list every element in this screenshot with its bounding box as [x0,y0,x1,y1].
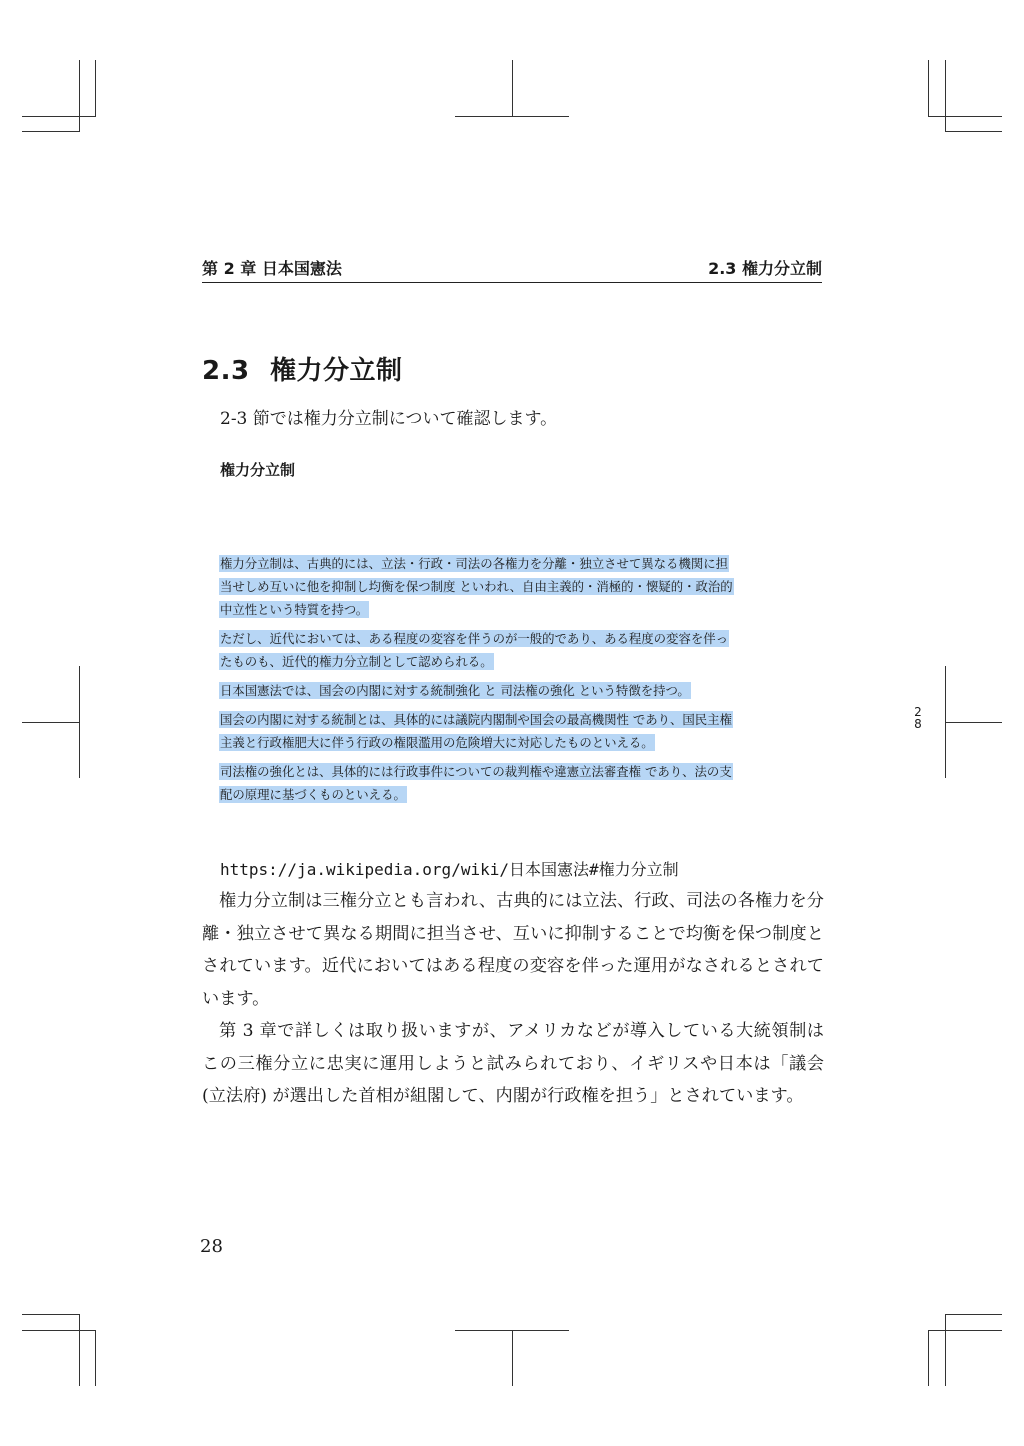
section-number: 2.3 [202,356,250,386]
body-paragraph: 権力分立制は三権分立とも言われ、古典的には立法、行政、司法の各権力を分離・独立させて異なる期間に担当させ、互いに抑制することで均衡を保つ制度とされています。近代においてはある程度の変容を伴った運用がなされるとされています。 [202,891,824,1009]
crop-mark [95,60,96,117]
crop-mark [95,1330,96,1386]
crop-mark [945,131,1002,132]
crop-mark [945,1314,1002,1315]
crop-mark [928,116,1002,117]
crop-mark [512,60,513,117]
crop-mark [945,722,1002,723]
body-paragraph: 第 3 章で詳しくは取り扱いますが、アメリカなどが導入している大統領制はこの三権分立に忠実に運用しようと試みられており、イギリスや日本は「議会 (立法府) が選出した首相が組閣して、内閣が行政権を担う」とされています。 [202,1021,824,1106]
section-title-text: 権力分立制 [270,356,403,386]
running-head-section: 2.3 権力分立制 [708,259,822,278]
source-url: https://ja.wikipedia.org/wiki/日本国憲法#権力分立制 [220,860,679,879]
quote-line: 中立性という特質を持つ。 [220,602,369,617]
crop-mark [22,131,79,132]
page-number: 28 [200,1236,223,1257]
crop-mark [928,60,929,117]
quote-line: たものも、近代的権力分立制として認められる。 [220,654,493,669]
crop-mark [945,666,946,778]
running-head-chapter: 第 2 章 日本国憲法 [202,259,342,278]
crop-mark [22,116,96,117]
quote-paragraph [220,708,810,754]
crop-mark [22,1314,79,1315]
quote-line: 日本国憲法では、国会の内閣に対する統制強化 と 司法権の強化 という特徴を持つ。 [220,683,690,698]
quote-paragraph [220,760,810,806]
side-page-digit: 2 [914,705,922,719]
quote-paragraph [220,679,810,702]
crop-mark [22,1330,96,1331]
quote-line: 権力分立制は、古典的には、立法・行政・司法の各権力を分離・独立させて異なる機関に担 [220,556,729,571]
running-head [202,256,822,283]
crop-mark [79,60,80,132]
crop-mark [928,1330,929,1386]
quote-line: 配の原理に基づくものといえる。 [220,787,406,802]
intro-text: 2-3 節では権力分立制について確認します。 [220,409,558,429]
subheading: 権力分立制 [220,461,296,479]
quote-line: 当せしめ互いに他を抑制し均衡を保つ制度 といわれ、自由主義的・消極的・懐疑的・政治的 [220,579,733,594]
section-title [202,350,403,387]
crop-mark [22,722,79,723]
quoted-block [220,552,810,812]
crop-mark [79,666,80,778]
crop-mark [512,1330,513,1386]
body-text [202,885,824,1113]
quote-paragraph [220,552,810,621]
quote-line: 主義と行政権肥大に伴う行政の権限濫用の危険増大に対応したものといえる。 [220,735,654,750]
crop-mark [945,60,946,132]
quote-paragraph [220,627,810,673]
crop-mark [945,1314,946,1386]
side-page-number [912,706,924,730]
quote-line: 司法権の強化とは、具体的には行政事件についての裁判権や違憲立法審査権 であり、法の支 [220,764,732,779]
quote-line: 国会の内閣に対する統制とは、具体的には議院内閣制や国会の最高機関性 であり、国民主権 [220,712,732,727]
crop-mark [928,1330,1002,1331]
side-page-digit: 8 [914,717,922,731]
crop-mark [79,1314,80,1386]
quote-line: ただし、近代においては、ある程度の変容を伴うのが一般的であり、ある程度の変容を伴っ [220,631,729,646]
